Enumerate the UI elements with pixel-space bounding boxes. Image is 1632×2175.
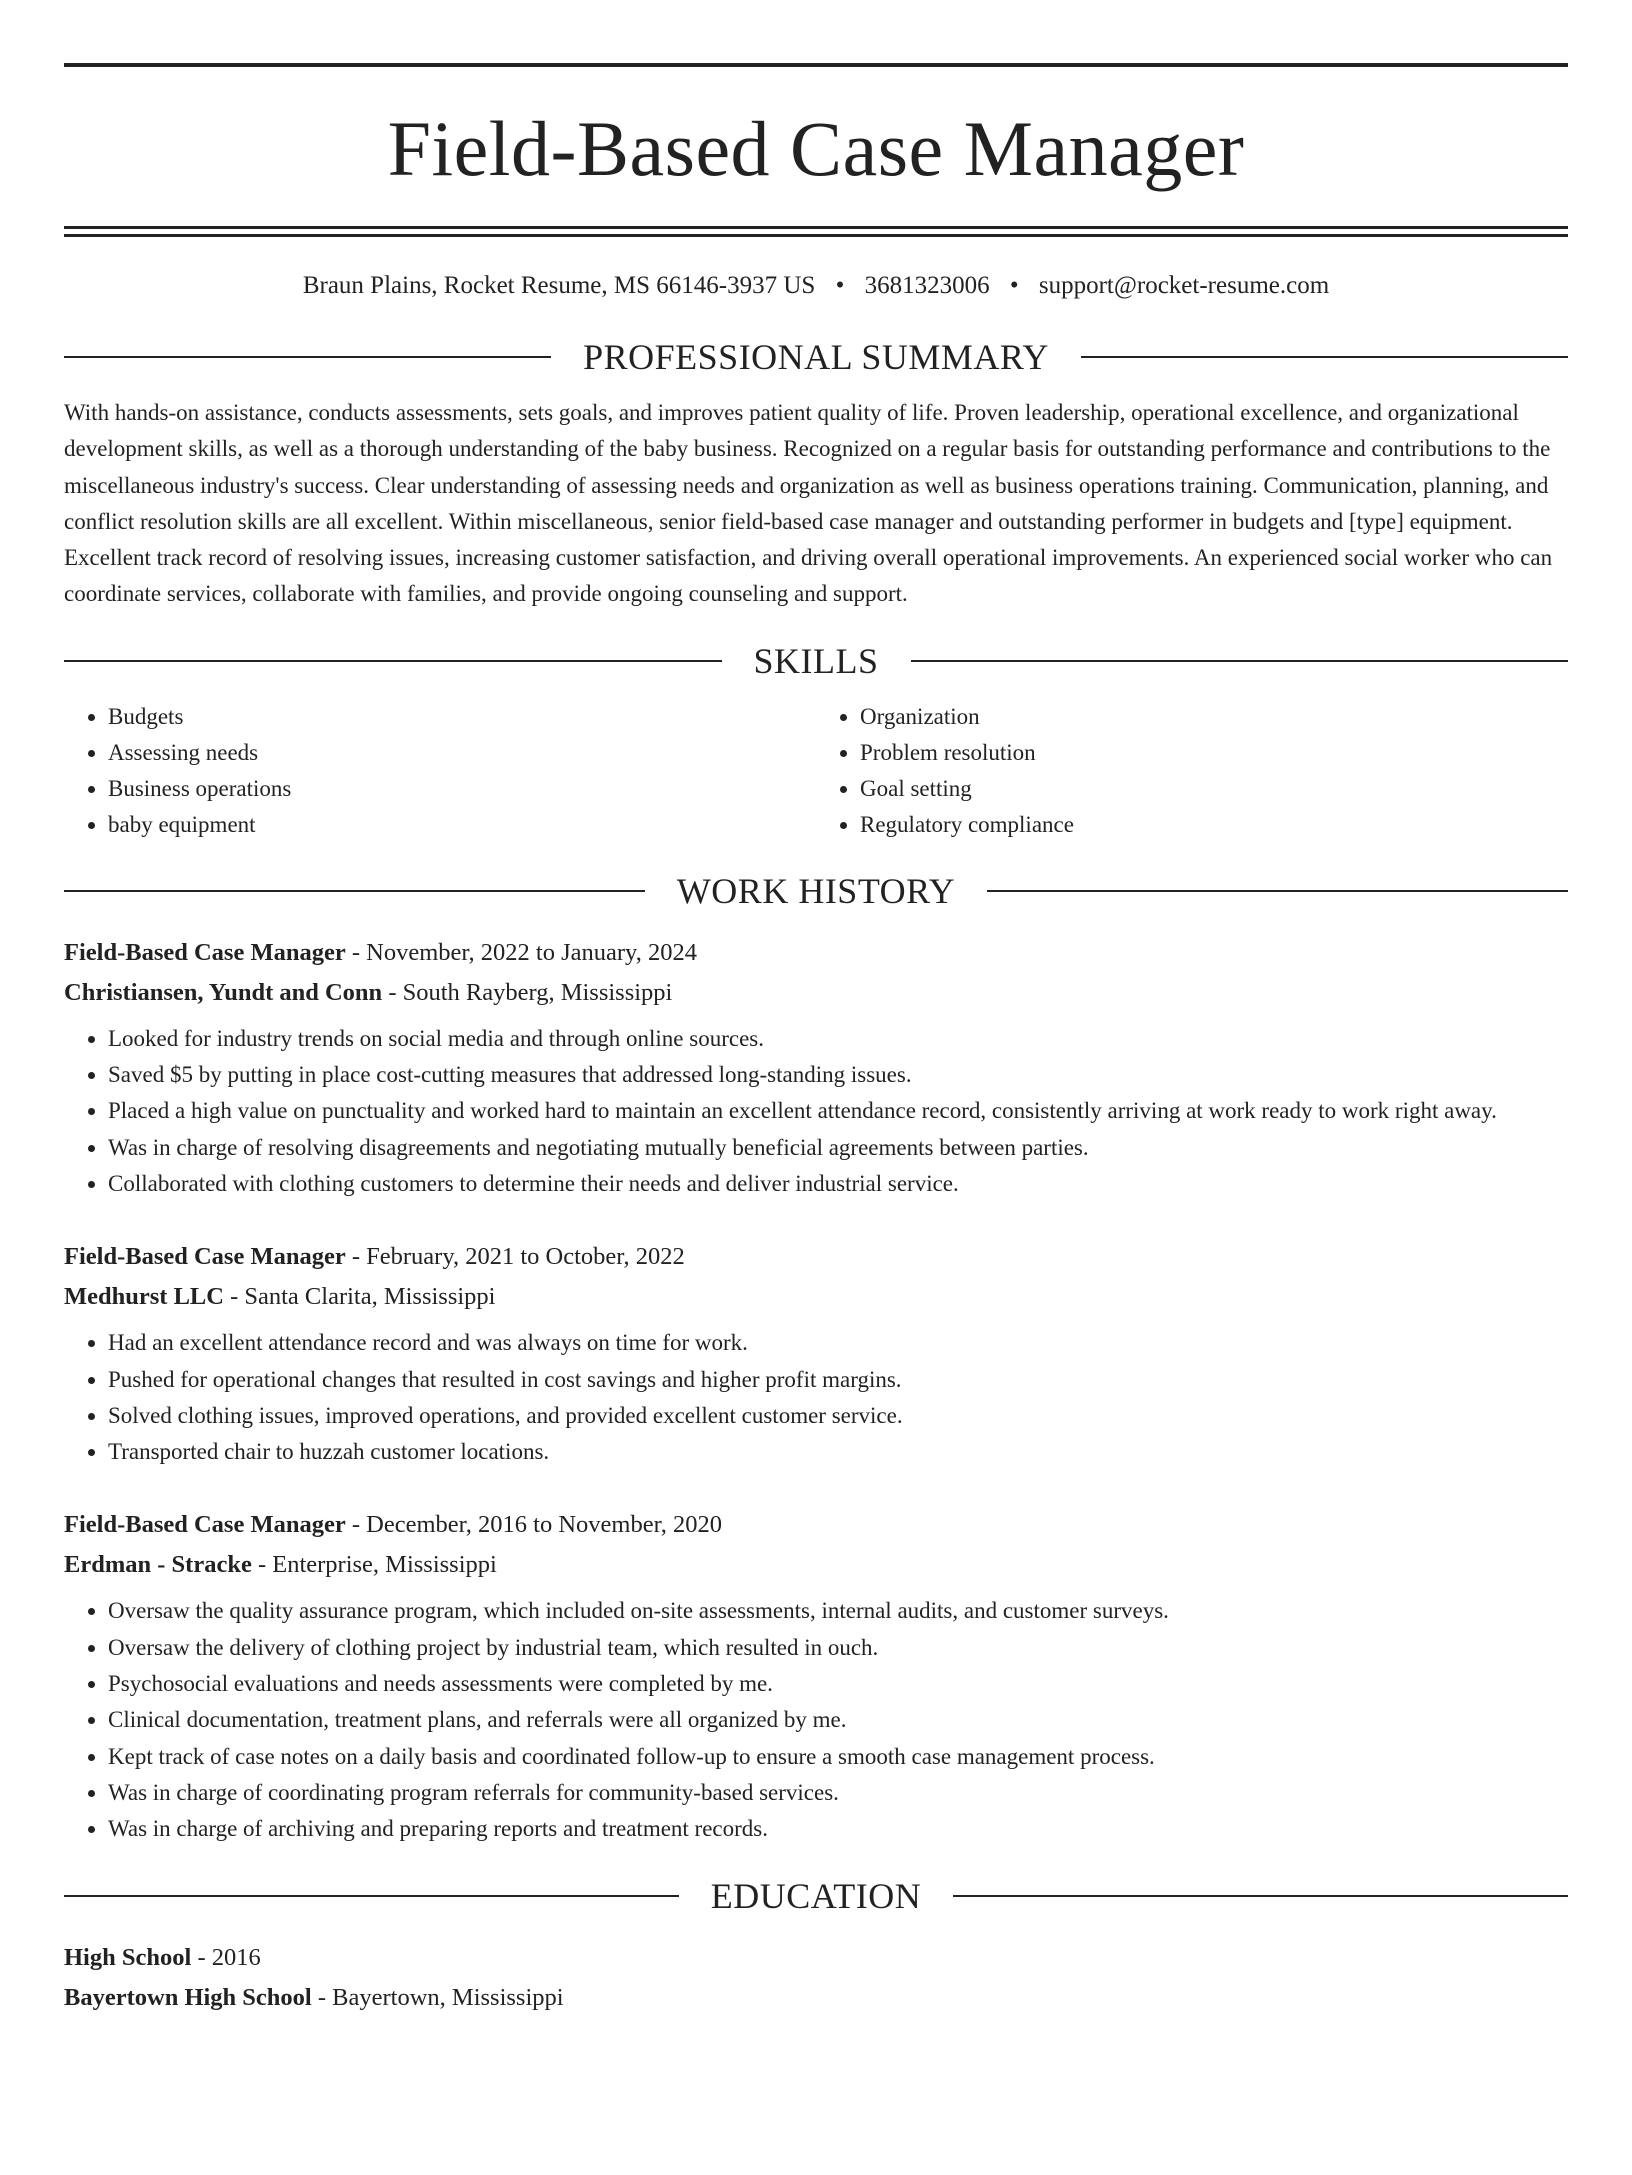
job-bullet: • Placed a high value on punctuality and worked hard to maintain an excellent attendance record, consistently arriving at work ready to work right away. <box>108 1093 1568 1129</box>
job-bullets <box>64 1021 1568 1202</box>
skill-item: • Problem resolution <box>860 735 1568 771</box>
job-bullet: • Psychosocial evaluations and needs assessments were completed by me. <box>108 1666 1568 1702</box>
section-title: PROFESSIONAL SUMMARY <box>583 337 1049 377</box>
divider-line <box>64 1895 679 1897</box>
job-company-line <box>64 1545 1568 1585</box>
education-school: Bayertown High School <box>64 1983 312 2011</box>
job-role: Field-Based Case Manager <box>64 1243 346 1271</box>
job-dates: - February, 2021 to October, 2022 <box>345 1243 685 1271</box>
job-company: Erdman - Stracke <box>64 1551 252 1579</box>
job-bullet: • Was in charge of resolving disagreements and negotiating mutually beneficial agreements between parties. <box>108 1130 1568 1166</box>
resume-page <box>0 63 1632 2175</box>
job-bullet: • Oversaw the quality assurance program, which included on-site assessments, internal audits, and customer surveys. <box>108 1593 1568 1629</box>
section-title: WORK HISTORY <box>676 870 956 911</box>
section-heading-work <box>64 871 1568 911</box>
job-bullet: • Was in charge of archiving and preparing reports and treatment records. <box>108 1811 1568 1847</box>
job-bullet: • Was in charge of coordinating program referrals for community-based services. <box>108 1775 1568 1811</box>
job-location: - Santa Clarita, Mississippi <box>223 1283 496 1311</box>
contact-separator: • <box>835 272 845 299</box>
job-company-line <box>64 1277 1568 1317</box>
job-bullet: • Pushed for operational changes that resulted in cost savings and higher profit margins. <box>108 1362 1568 1398</box>
job-bullet: • Clinical documentation, treatment plans, and referrals were all organized by me. <box>108 1702 1568 1738</box>
divider-line <box>1081 356 1568 358</box>
job-bullet: • Collaborated with clothing customers to determine their needs and deliver industrial service. <box>108 1166 1568 1202</box>
job-bullet: • Kept track of case notes on a daily basis and coordinated follow-up to ensure a smooth case management process. <box>108 1739 1568 1775</box>
section-title: EDUCATION <box>710 1875 922 1916</box>
divider-line <box>64 356 551 358</box>
education-degree: High School <box>64 1943 192 1971</box>
job-entry <box>64 933 1568 1202</box>
job-entry <box>64 1505 1568 1847</box>
divider-line <box>64 660 722 662</box>
divider-line <box>953 1895 1568 1897</box>
job-company: Medhurst LLC <box>64 1283 224 1311</box>
job-bullet: • Solved clothing issues, improved operations, and provided excellent customer service. <box>108 1398 1568 1434</box>
summary-text: With hands-on assistance, conducts assessments, sets goals, and improves patient quality of life. Proven leadership, operational excellence, and organizational development skills, as well as a thorough understanding of the baby business. Recognized on a regular basis for outstanding performance and contributions to the miscellaneous industry's success. Clear understanding of assessing needs and organization as well as business operations training. Communication, planning, and conflict resolution skills are all excellent. Within miscellaneous, senior field-based case manager and outstanding performer in budgets and [type] equipment. Excellent track record of resolving issues, increasing customer satisfaction, and driving overall operational improvements. An experienced social worker who can coordinate services, collaborate with families, and provide ongoing counseling and support. <box>64 400 1553 607</box>
divider-line <box>911 660 1569 662</box>
job-bullet: • Oversaw the delivery of clothing project by industrial team, which resulted in ouch. <box>108 1630 1568 1666</box>
job-bullets <box>64 1593 1568 1847</box>
skill-item: • baby equipment <box>108 807 816 843</box>
skill-item: • Organization <box>860 699 1568 735</box>
divider-line <box>987 890 1568 892</box>
education-school-line <box>64 1978 1568 2018</box>
skills-column-right <box>816 699 1568 843</box>
section-heading-skills <box>64 641 1568 681</box>
section-heading-summary <box>64 337 1568 377</box>
skill-item: • Assessing needs <box>108 735 816 771</box>
contact-line <box>64 269 1568 303</box>
job-company-line <box>64 973 1568 1013</box>
section-heading-education <box>64 1876 1568 1916</box>
job-role: Field-Based Case Manager <box>64 1511 346 1539</box>
job-dates: - November, 2022 to January, 2024 <box>345 938 697 966</box>
job-company: Christiansen, Yundt and Conn <box>64 978 383 1006</box>
contact-email[interactable]: support@rocket-resume.com <box>1038 272 1330 299</box>
job-entry <box>64 1237 1568 1470</box>
job-dates: - December, 2016 to November, 2020 <box>345 1511 723 1539</box>
job-bullet: • Had an excellent attendance record and was always on time for work. <box>108 1325 1568 1361</box>
education-location: - Bayertown, Mississippi <box>311 1983 564 2011</box>
skill-item: • Business operations <box>108 771 816 807</box>
job-bullet: • Looked for industry trends on social media and through online sources. <box>108 1021 1568 1057</box>
skill-item: • Regulatory compliance <box>860 807 1568 843</box>
job-location: - South Rayberg, Mississippi <box>382 978 673 1006</box>
double-rule <box>64 226 1568 237</box>
top-rule <box>64 63 1568 67</box>
candidate-name: Field-Based Case Manager <box>387 105 1245 192</box>
section-title: SKILLS <box>753 640 879 681</box>
job-role: Field-Based Case Manager <box>64 938 346 966</box>
job-title-line <box>64 1505 1568 1545</box>
job-location: - Enterprise, Mississippi <box>251 1551 497 1579</box>
contact-address: Braun Plains, Rocket Resume, MS 66146-3937 US <box>302 272 816 299</box>
job-title-line <box>64 1237 1568 1277</box>
skill-item: • Goal setting <box>860 771 1568 807</box>
job-bullet: • Saved $5 by putting in place cost-cutting measures that addressed long-standing issues. <box>108 1057 1568 1093</box>
job-title-line <box>64 933 1568 973</box>
skills-column-left <box>64 699 816 843</box>
skill-item: • Budgets <box>108 699 816 735</box>
divider-line <box>64 890 645 892</box>
education-entry <box>64 1938 1568 2018</box>
job-bullet: • Transported chair to huzzah customer locations. <box>108 1434 1568 1470</box>
education-year: - 2016 <box>191 1943 261 1971</box>
education-degree-line <box>64 1938 1568 1978</box>
job-bullets <box>64 1325 1568 1470</box>
skills-list <box>64 699 1568 843</box>
contact-separator: • <box>1009 272 1019 299</box>
contact-phone: 3681323006 <box>864 272 990 299</box>
